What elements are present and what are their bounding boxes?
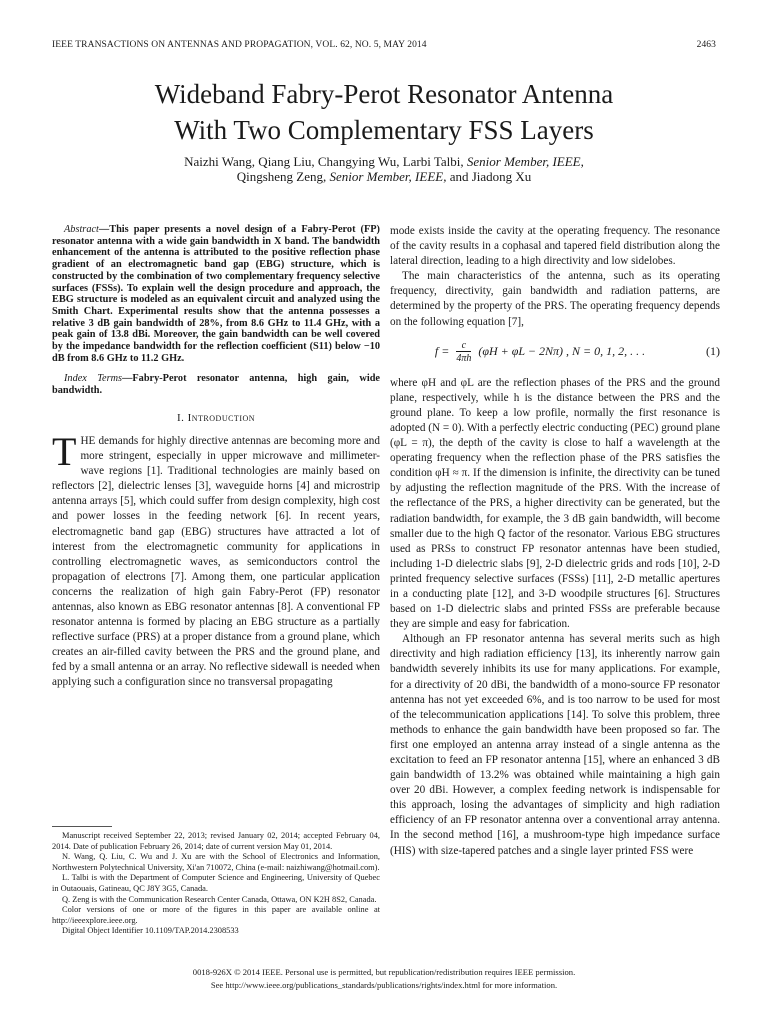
author-membership-2: Senior Member, IEEE, xyxy=(329,169,447,184)
abstract-text: —This paper presents a novel design of a Fabry-Perot (FP) resonator antenna with a wide gain bandwidth in X band. The bandwidth enhancement of the antenna is attributed to the positive reflection phase gradient of an electromagnetic band gap (EBG) structure, which is constructed by the combination of two complementary frequency selective surfaces (FSSs). To explain well the design procedure and approach, the EBG structure is modeled as an equivalent circuit and analyzed using the Smith Chart. Experimental results show that the antenna possesses a relative 3 dB gain bandwidth of 28%, from 8.6 GHz to 11.4 GHz, with a peak gain of 13.8 dBi. Moreover, the gain bandwidth can be well covered by the impedance bandwidth for the reflection coefficient (S11) below −10 dB from 8.6 GHz to 11.2 GHz. xyxy=(52,224,380,364)
footnote-rule xyxy=(52,826,112,827)
intro-paragraph-1 xyxy=(52,428,380,691)
footnote-affiliation-nwpu: N. Wang, Q. Liu, C. Wu and J. Xu are with the School of Electronics and Information, Northwestern Polytechnical University, Xi'an 710072, China (e-mail: naizhiwang@hotmail.com). xyxy=(52,852,380,872)
right-paragraph-3: where φH and φL are the reflection phases of the PRS and the ground plane, respectively, while h is the distance between the PRS and the ground plane. To keep a low profile, normally the first resonance is adopted (N = 0). With a perfectly electric conducting (PEC) ground plane (φL = π), the depth of the cavity is close to half a wavelength at the operating frequency when the reflection phase of the PRS satisfies the condition φH ≈ π. If the dimension is infinite, the directivity can be tuned by adjusting the reflection magnitude of the PRS. With the increase of the reflectance of the PRS, a higher directivity can be generated, but the radiation bandwidth, for example, the 3 dB gain bandwidth, will become smaller due to the high Q factor of the resonator. Various EBG structures used as PRSs to construct FP resonator antennas have been studied, including 1-D dielectric slabs [9], 2-D dielectric grids and rods [10], 2-D printed frequency selective surfaces (FSSs) [11], 2-D metallic apertures in a conducting plate [12], and 3-D woodpile structures [6]. Structures based on 1-D dielectric slabs and printed FSSs are preferable because they are simple and easy for fabrication. xyxy=(390,376,720,631)
author-line-2 xyxy=(40,169,728,184)
footnote-color-versions: Color versions of one or more of the figures in this paper are available online at http://ieeexplore.ieee.org. xyxy=(52,905,380,925)
title-line-2: With Two Complementary FSS Layers xyxy=(174,115,594,145)
right-paragraph-4: Although an FP resonator antenna has several merits such as high directivity and high radiation efficiency [13], its inherently narrow gain bandwidth severely inhibits its use for many applications. For example, for a directivity of 20 dBi, the bandwidth of a mono-source FP resonator antenna has not yet exceeded 6%, and is too narrow to be used for most of the telecommunication applications [14]. To solve this problem, three methods to enhance the gain bandwidth have been proposed so far. The first one employed an antenna array instead of a single antenna as the excitation to feed an FP resonator antenna [15], where an enhanced 3 dB gain bandwidth of 13.2% was obtained while maintaining a high gain over 20 dBi. However, a complex feeding network is indispensable for this approach, losing the advantages of simplicity and high radiation efficiency of an FP resonator antenna over a conventional array antenna. In the second method [16], a mushroom-type high impedance surface (HIS) with size-tapered patches and a single layer printed FSS were xyxy=(390,633,720,857)
author-line-1 xyxy=(40,154,728,169)
equation-lhs: f = xyxy=(434,343,450,358)
copyright-notice xyxy=(60,966,708,991)
right-paragraph-2: The main characteristics of the antenna, such as its operating frequency, directivity, gain bandwidth and radiation patterns, are determined by the property of the PRS. The operating frequency depends on the following equation [7], xyxy=(390,270,720,328)
equation-fraction xyxy=(456,340,471,364)
journal-citation: IEEE TRANSACTIONS ON ANTENNAS AND PROPAGATION, VOL. 62, NO. 5, MAY 2014 xyxy=(52,40,427,50)
running-head xyxy=(52,40,716,54)
section-heading-introduction: I. Introduction xyxy=(176,411,256,424)
equation-1 xyxy=(390,338,720,366)
equation-body xyxy=(390,340,690,364)
author-name-zeng: Qingsheng Zeng, xyxy=(236,169,330,184)
author-list xyxy=(40,154,728,184)
footnote-affiliation-crc: Q. Zeng is with the Communication Research Center Canada, Ottawa, ON K2H 8S2, Canada. xyxy=(62,894,377,904)
title-line-1: Wideband Fabry-Perot Resonator Antenna xyxy=(154,79,614,109)
author-names-1: Naizhi Wang, Qiang Liu, Changying Wu, Larbi Talbi, xyxy=(184,154,467,169)
author-membership-1: Senior Member, IEEE, xyxy=(466,154,584,169)
page-number: 2463 xyxy=(696,40,716,50)
footnote-manuscript: Manuscript received September 22, 2013; revised January 02, 2014; accepted February 04, 2014. Date of publication February 26, 2014; date of current version May 01, 2014. xyxy=(52,831,380,851)
copyright-line-2: See http://www.ieee.org/publications_standards/publications/rights/index.html for more information. xyxy=(210,979,558,990)
index-terms-text: —Fabry-Perot resonator antenna, high gain, wide bandwidth. xyxy=(52,373,380,397)
footnote-doi: Digital Object Identifier 10.1109/TAP.2014.2308533 xyxy=(62,926,239,936)
right-column xyxy=(390,224,720,859)
copyright-line-1: 0018-926X © 2014 IEEE. Personal use is permitted, but republication/redistribution requires IEEE permission. xyxy=(192,967,576,977)
index-terms xyxy=(52,373,380,396)
drop-cap: T xyxy=(52,428,77,474)
abstract xyxy=(52,224,380,364)
equation-denominator: 4πh xyxy=(456,352,472,364)
index-terms-label: Index Terms xyxy=(64,373,123,385)
left-column xyxy=(52,224,380,691)
author-names-2: and Jiadong Xu xyxy=(446,169,532,184)
footnote-affiliation-uqo: L. Talbi is with the Department of Computer Science and Engineering, University of Quebec in Outaouais, Gatineau, QC J8Y 3G5, Canada. xyxy=(52,873,380,893)
equation-numerator: c xyxy=(461,339,467,351)
paper-title xyxy=(40,76,728,148)
footnotes xyxy=(52,826,380,937)
intro-paragraph-1-text: HE demands for highly directive antennas are becoming more and more stringent, especially in upper microwave and millimeter-wave regions [1]. Traditional technologies are mainly based on reflectors [2], dielectric lenses [3], waveguide horns [4] and microstrip antenna arrays [5], which could suffer from design complexity, high cost and power losses in the feeding network [6]. In recent years, electromagnetic band gap (EBG) structures have attracted a lot of interest from the electromagnetic community for applications in controlling electromagnetic waves, as semiconductors control the propagation of electrons [7]. Among them, one particular application concerns the realization of high gain Fabry-Perot (FP) resonator antennas, also known as EBG resonator antennas [8]. A conventional FP resonator antenna is formed by placing an EBG structure as a partially reflective surface (PRS) at a proper distance from a ground plane, which creates an air-filled cavity between the PRS and the ground plane, and fed by a small antenna or an array. No reflective sidewall is needed when applying such a configuration since no transversal propagating xyxy=(52,434,380,689)
equation-rhs: (φH + φL − 2Nπ) , N = 0, 1, 2, . . . xyxy=(478,343,646,358)
right-paragraph-1: mode exists inside the cavity at the operating frequency. The resonance of the cavity results in a cophasal and tapered field distribution along the lateral direction, leading to a high directivity and low sidelobes. xyxy=(390,225,720,268)
abstract-label: Abstract xyxy=(64,224,99,235)
equation-number: (1) xyxy=(706,344,720,359)
